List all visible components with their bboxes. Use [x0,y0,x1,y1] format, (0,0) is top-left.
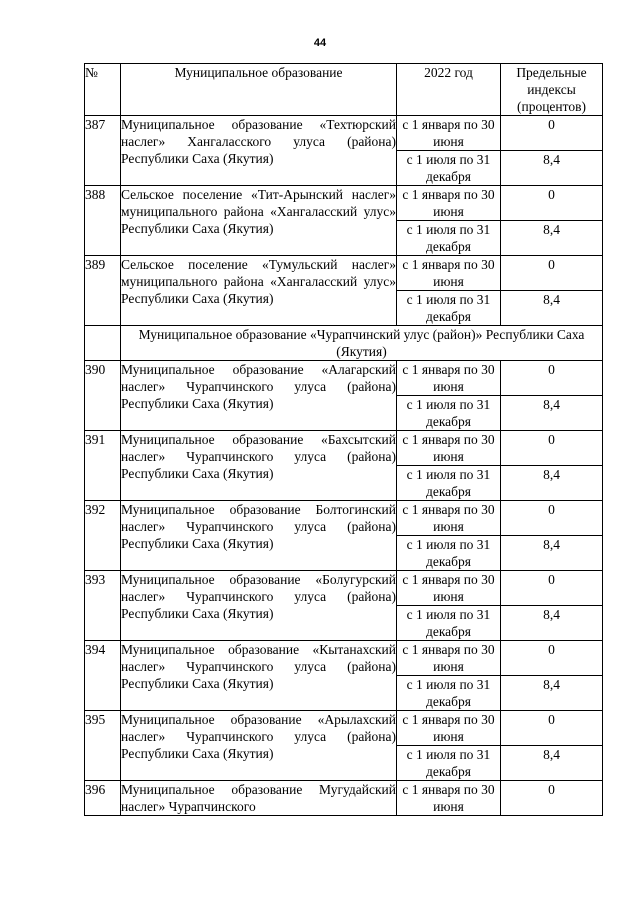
period-cell: с 1 июля по 31 декабря [397,746,501,781]
municipality-name: Муниципальное образование Болтогинский наслег» Чурапчинского улуса (района) Республики Саха (Якутия) [121,501,397,571]
period-cell: с 1 января по 30 июня [397,431,501,466]
municipality-name: Муниципальное образование Мугудайский наслег» Чурапчинского [121,782,396,814]
table-row [85,711,603,746]
row-number: 388 [85,186,121,256]
row-number: 389 [85,256,121,326]
municipality-name: Сельское поселение «Тит-Арынский наслег» муниципального района «Хангаласский улус» Республики Саха (Якутия) [121,186,397,256]
municipality-name: Муниципальное образование «Арылахский наслег» Чурапчинского улуса (района) Республики Саха (Якутия) [121,711,397,781]
table-row [85,431,603,466]
index-value: 0 [501,256,603,291]
header-municipality: Муниципальное образование [121,64,397,116]
period-cell: с 1 января по 30 июня [397,116,501,151]
index-value: 0 [501,361,603,396]
table-row [85,186,603,221]
table-row [85,641,603,676]
index-value: 8,4 [501,676,603,711]
municipality-name: Сельское поселение «Тумульский наслег» муниципального района «Хангаласский улус» Республики Саха (Якутия) [121,256,397,326]
table-row [85,781,603,816]
period-cell: с 1 января по 30 июня [397,186,501,221]
municipality-name: Муниципальное образование «Кытанахский наслег» Чурапчинского улуса (района) Республики Саха (Якутия) [121,641,397,711]
group-title: Муниципальное образование «Чурапчинский улус (район)» Республики Саха (Якутия) [121,326,603,361]
table-row [85,361,603,396]
row-number: 393 [85,571,121,641]
period-cell: с 1 июля по 31 декабря [397,466,501,501]
period-cell: с 1 января по 30 июня [397,256,501,291]
period-cell: с 1 января по 30 июня [397,781,501,816]
index-value: 0 [501,501,603,536]
group-number-cell [85,326,121,361]
group-row [85,326,603,361]
header-year: 2022 год [397,64,501,116]
period-cell: с 1 июля по 31 декабря [397,536,501,571]
period-cell: с 1 июля по 31 декабря [397,151,501,186]
period-cell: с 1 января по 30 июня [397,501,501,536]
index-value: 0 [501,431,603,466]
header-number: № [85,64,121,116]
table-row [85,571,603,606]
table-row [85,256,603,291]
municipality-name: Муниципальное образование «Алагарский наслег» Чурапчинского улуса (района) Республики Саха (Якутия) [121,361,397,431]
period-cell: с 1 июля по 31 декабря [397,606,501,641]
index-value: 8,4 [501,536,603,571]
period-cell: с 1 января по 30 июня [397,711,501,746]
row-number: 396 [85,781,121,816]
period-cell: с 1 января по 30 июня [397,361,501,396]
index-value: 0 [501,641,603,676]
table-row [85,116,603,151]
period-cell: с 1 июля по 31 декабря [397,221,501,256]
table-body [85,116,603,816]
page-number: 44 [313,37,327,49]
tariff-index-table [84,63,603,816]
row-number: 391 [85,431,121,501]
row-number: 390 [85,361,121,431]
period-cell: с 1 января по 30 июня [397,641,501,676]
index-value: 0 [501,186,603,221]
period-cell: с 1 января по 30 июня [397,571,501,606]
row-number: 387 [85,116,121,186]
index-value: 0 [501,781,603,816]
index-value: 0 [501,116,603,151]
row-number: 392 [85,501,121,571]
index-value: 8,4 [501,291,603,326]
period-cell: с 1 июля по 31 декабря [397,396,501,431]
row-number: 395 [85,711,121,781]
period-cell: с 1 июля по 31 декабря [397,291,501,326]
municipality-name: Муниципальное образование «Бахсытский наслег» Чурапчинского улуса (района) Республики Саха (Якутия) [121,431,397,501]
index-value: 8,4 [501,746,603,781]
municipality-name: Муниципальное образование «Болугурский наслег» Чурапчинского улуса (района) Республики Саха (Якутия) [121,571,397,641]
table-row [85,501,603,536]
index-value: 8,4 [501,151,603,186]
municipality-name: Муниципальное образование «Техтюрский наслег» Хангаласского улуса (района) Республики Саха (Якутия) [121,116,397,186]
row-number: 394 [85,641,121,711]
index-value: 8,4 [501,606,603,641]
table-header-row [85,64,603,116]
index-value: 0 [501,571,603,606]
index-value: 8,4 [501,396,603,431]
period-cell: с 1 июля по 31 декабря [397,676,501,711]
index-value: 0 [501,711,603,746]
index-value: 8,4 [501,221,603,256]
header-index: Предельные индексы (процентов) [501,64,603,116]
index-value: 8,4 [501,466,603,501]
